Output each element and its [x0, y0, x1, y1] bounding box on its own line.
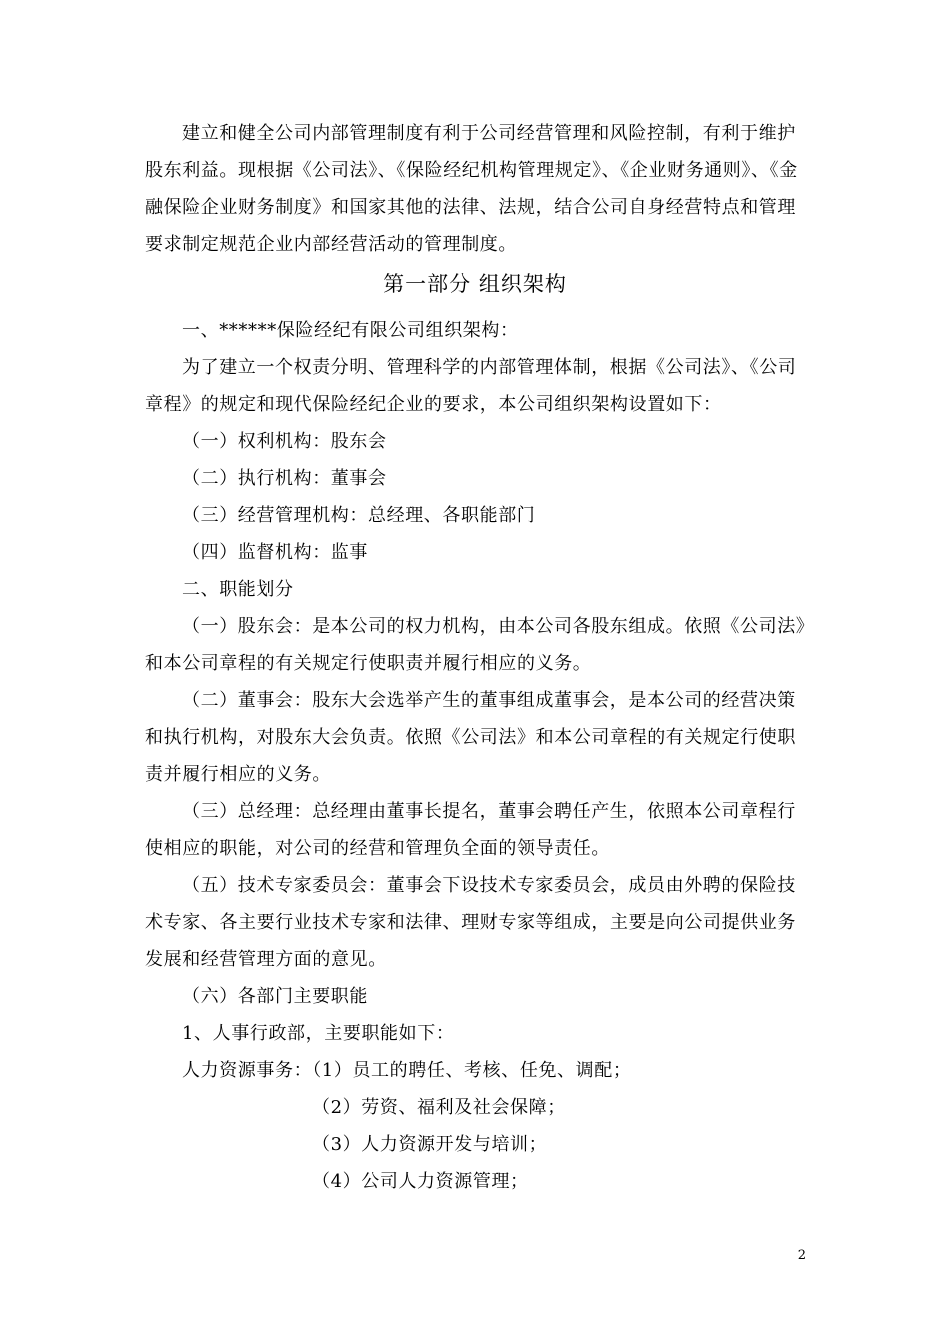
body-line: 使相应的职能，对公司的经营和管理负全面的领导责任。: [145, 838, 610, 859]
body-line: 和执行机构，对股东大会负责。依照《公司法》和本公司章程的有关规定行使职: [145, 727, 796, 748]
body-line: （3）人力资源开发与培训；: [312, 1134, 548, 1155]
body-line: （二）董事会：股东大会选举产生的董事组成董事会，是本公司的经营决策: [182, 690, 796, 711]
intro-line-2: 股东利益。现根据《公司法》、《保险经纪机构管理规定》、《企业财务通则》、《金: [145, 160, 798, 181]
intro-line-4: 要求制定规范企业内部经营活动的管理制度。: [145, 234, 517, 255]
body-line: 为了建立一个权责分明、管理科学的内部管理体制，根据《公司法》、《公司: [182, 357, 797, 378]
body-line: （2）劳资、福利及社会保障；: [312, 1097, 566, 1118]
body-line: 1、人事行政部，主要职能如下：: [182, 1023, 455, 1044]
intro-line-3: 融保险企业财务制度》和国家其他的法律、法规，结合公司自身经营特点和管理: [145, 197, 796, 218]
body-line: 术专家、各主要行业技术专家和法律、理财专家等组成，主要是向公司提供业务: [145, 912, 796, 933]
section-title: 第一部分 组织架构: [383, 272, 567, 296]
body-line: 章程》的规定和现代保险经纪企业的要求，本公司组织架构设置如下：: [145, 394, 722, 415]
intro-line-1: 建立和健全公司内部管理制度有利于公司经营管理和风险控制，有利于维护: [182, 123, 796, 144]
body-line: （一）股东会：是本公司的权力机构，由本公司各股东组成。依照《公司法》: [182, 616, 815, 637]
body-line: （六）各部门主要职能: [182, 986, 368, 1007]
body-line: （三）经营管理机构：总经理、各职能部门: [182, 505, 536, 526]
body-line: （四）监督机构：监事: [182, 542, 368, 563]
body-line: 一、******保险经纪有限公司组织架构：: [182, 320, 519, 341]
body-line: （一）权利机构：股东会: [182, 431, 387, 452]
body-line: 人力资源事务：（1）员工的聘任、考核、任免、调配；: [182, 1060, 632, 1081]
body-line: （二）执行机构：董事会: [182, 468, 387, 489]
body-line: （五）技术专家委员会：董事会下设技术专家委员会，成员由外聘的保险技: [182, 875, 796, 896]
body-line: 责并履行相应的义务。: [145, 764, 331, 785]
body-line: 发展和经营管理方面的意见。: [145, 949, 387, 970]
body-line: （4）公司人力资源管理；: [312, 1171, 529, 1192]
body-line: （三）总经理：总经理由董事长提名，董事会聘任产生，依照本公司章程行: [182, 801, 796, 822]
body-line: 和本公司章程的有关规定行使职责并履行相应的义务。: [145, 653, 592, 674]
body-line: 二、职能划分: [182, 579, 294, 600]
page-number: 2: [797, 1248, 806, 1263]
